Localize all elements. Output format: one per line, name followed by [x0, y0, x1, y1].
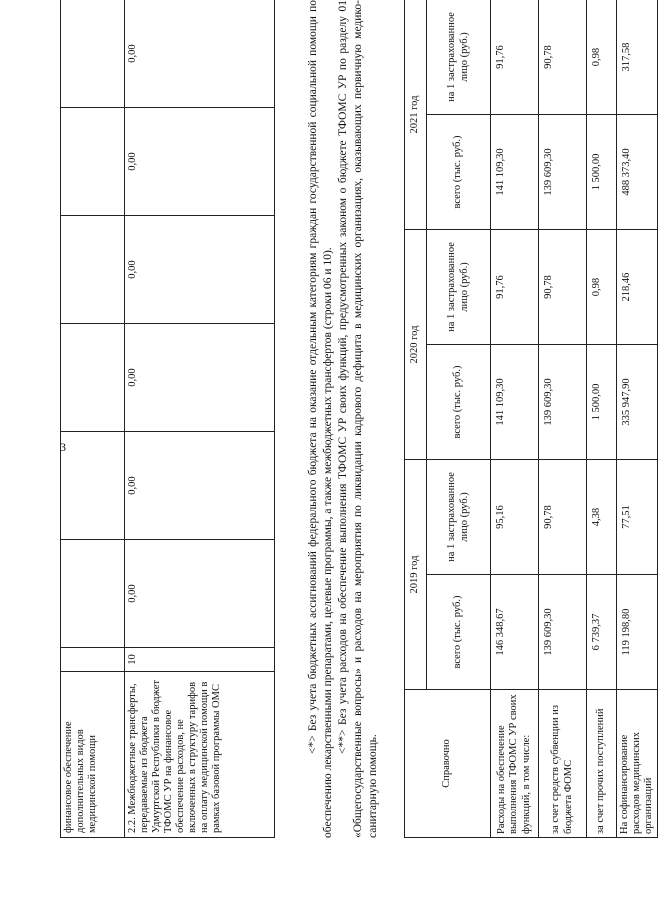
cell-value: 119 198,80 [617, 575, 658, 690]
subheader-total: всего (тыс. руб.) [427, 345, 491, 460]
cell-value: 90,78 [539, 0, 587, 115]
cell-value: 317,58 [617, 0, 658, 115]
row-label: за счет прочих поступлений [587, 690, 617, 838]
year-header: 2021 год [405, 0, 427, 230]
footnote-2: <**> Без учета расходов на обеспечение выполнения ТФОМС УР своих функций, предусмотренных законом о бюджете ТФОМС УР по разделу 01 «Общегосударственные вопросы» и расходов на мероприятия по ликвидации кадрового дефицита в медицинских организациях, оказывающих первичную медико-санитарную помощь. [336, 0, 379, 838]
cell-value: 141 109,30 [491, 115, 539, 230]
cell-value: 95,16 [491, 460, 539, 575]
header-row-years [405, 0, 427, 838]
cell-value: 0,00 [125, 0, 275, 108]
cell-value: 90,78 [539, 460, 587, 575]
cell-value: 139 609,30 [539, 115, 587, 230]
rotated-page [60, 0, 660, 838]
subheader-per-person: на 1 застрахованное лицо (руб.) [427, 0, 491, 115]
row-label: 2.2. Межбюджетные трансферты, передаваемые из бюджета Удмуртской Республики в бюджет ТФОМС УР на финансовое обеспечение расходов, не включенных в структуру тарифов на оплату медицинской помощи в рамках базовой программы ОМС [125, 672, 275, 838]
subheader-per-person: на 1 застрахованное лицо (руб.) [427, 230, 491, 345]
row-label: за счет средств субвенции из бюджета ФОМС [539, 690, 587, 838]
cell-value: 141 109,30 [491, 345, 539, 460]
year-header: 2019 год [405, 460, 427, 690]
row-code: 10 [125, 648, 275, 672]
cell-value: 335 947,90 [617, 345, 658, 460]
table-row [125, 0, 275, 838]
cell-value: 0,98 [587, 230, 617, 345]
cell-value: 1 500,00 [587, 115, 617, 230]
cell-value: 90,78 [539, 230, 587, 345]
cell-value: 4,38 [587, 460, 617, 575]
table-row [491, 0, 539, 838]
page-number: 3 [60, 440, 66, 454]
row-label: Расходы на обеспечение выполнения ТФОМС УР своих функций, в том числе: [491, 690, 539, 838]
cell-value: 1 500,00 [587, 345, 617, 460]
cell-value: 0,00 [125, 108, 275, 216]
footnote-1: <*> Без учета бюджетных ассигнований федерального бюджета на оказание отдельным категориям граждан государственной социальной помощи по обеспечению лекарственными препаратами, целевые программы, а также межбюджетных трансфертов (строки 06 и 10). [307, 0, 334, 838]
reference-table [404, 0, 658, 838]
year-header: 2020 год [405, 230, 427, 460]
cell-value: 218,46 [617, 230, 658, 345]
footnotes [306, 0, 381, 838]
cell-value: 488 373,40 [617, 115, 658, 230]
subheader-total: всего (тыс. руб.) [427, 575, 491, 690]
cell-value: 91,76 [491, 0, 539, 115]
row-label: финансовое обеспечение дополнительных видов медицинской помощи [61, 672, 125, 838]
cell-value: 0,00 [125, 324, 275, 432]
col-header-reference: Справочно [405, 690, 491, 838]
row-label: На софинансирование расходов медицинских организаций [617, 690, 658, 838]
cell-value: 77,51 [617, 460, 658, 575]
cell-value: 0,00 [125, 432, 275, 540]
cell-value: 91,76 [491, 230, 539, 345]
cell-value: 146 348,67 [491, 575, 539, 690]
cell-value: 0,98 [587, 0, 617, 115]
main-table-continuation [60, 0, 275, 838]
cell-value: 0,00 [125, 540, 275, 648]
subheader-per-person: на 1 застрахованное лицо (руб.) [427, 460, 491, 575]
table-row [539, 0, 587, 838]
subheader-total: всего (тыс. руб.) [427, 115, 491, 230]
table-row [587, 0, 617, 838]
cell-value: 6 739,37 [587, 575, 617, 690]
cell-value: 0,00 [125, 216, 275, 324]
cell-value: 139 609,30 [539, 345, 587, 460]
table-row [61, 0, 125, 838]
table-row [617, 0, 658, 838]
cell-value: 139 609,30 [539, 575, 587, 690]
